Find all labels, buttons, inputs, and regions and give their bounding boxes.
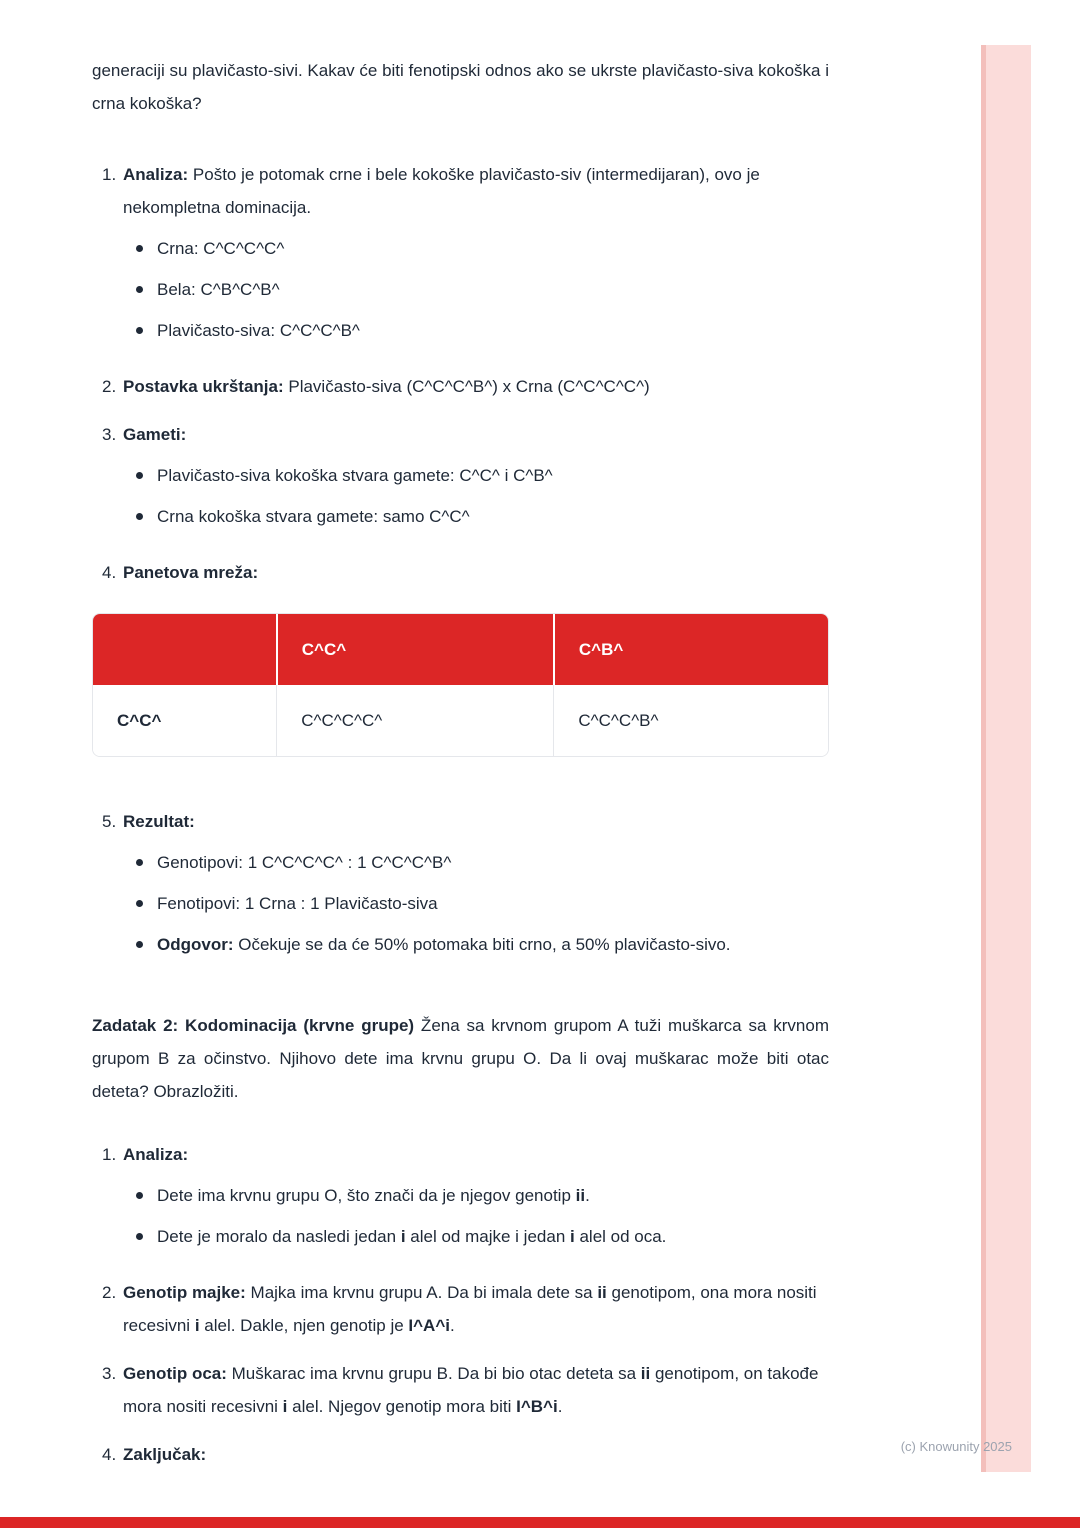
step-body — [123, 158, 829, 355]
step-analiza-task2 — [92, 1138, 829, 1261]
bullet-text: Fenotipovi: 1 Crna : 1 Plavičasto-siva — [157, 894, 438, 913]
list-number: 1. — [102, 165, 117, 184]
list-number: 4. — [102, 1445, 117, 1464]
bullet-list — [123, 1179, 829, 1253]
punnett-cell-2: C^C^C^B^ — [554, 685, 828, 756]
bullet-item — [123, 232, 829, 265]
document-content — [92, 54, 829, 1486]
bullet-list — [123, 459, 829, 533]
bullet-list — [123, 846, 829, 961]
bullet-item — [123, 459, 829, 492]
punnett-body-row — [93, 685, 828, 756]
punnett-header-gamete-1: C^C^ — [277, 614, 554, 685]
bullet-dot — [136, 513, 143, 520]
list-number: 4. — [102, 563, 117, 582]
bullet-dot — [136, 286, 143, 293]
bullet-item — [123, 1220, 829, 1253]
step-analiza — [92, 158, 829, 355]
bullet-dot — [136, 472, 143, 479]
bullet-item — [123, 846, 829, 879]
step-gameti — [92, 418, 829, 541]
step-text: Postavka ukrštanja: Plavičasto-siva (C^C^C^B^) x Crna (C^C^C^C^) — [123, 377, 650, 396]
task1-steps-list — [92, 158, 829, 589]
task2-heading-paragraph: Zadatak 2: Kodominacija (krvne grupe) Žena sa krvnom grupom A tuži muškarca sa krvnom grupom B za očinstvo. Njihovo dete ima krvnu grupu O. Da li ovaj muškarac može biti otac deteta? Obrazložiti. — [92, 1016, 829, 1101]
punnett-header-gamete-2: C^B^ — [554, 614, 828, 685]
step-text: Analiza: Pošto je potomak crne i bele kokoške plavičasto-siv (intermedijaran), ovo je nekompletna dominacija. — [123, 165, 760, 217]
bullet-item — [123, 928, 829, 961]
page-edge-strip-line — [981, 45, 986, 1472]
step-body — [123, 418, 829, 541]
bullet-item — [123, 887, 829, 920]
bullet-dot — [136, 859, 143, 866]
punnett-header-row — [93, 614, 828, 685]
step-text: Genotip majke: Majka ima krvnu grupu A. Da bi imala dete sa ii genotipom, ona mora nositi recesivni i alel. Dakle, njen genotip je I^A^i. — [123, 1283, 817, 1335]
bullet-text: Bela: C^B^C^B^ — [157, 280, 280, 299]
step-body — [123, 1357, 829, 1423]
step-body — [123, 1276, 829, 1342]
task1-result-list — [92, 805, 829, 969]
list-number: 2. — [102, 377, 117, 396]
bottom-accent-bar — [0, 1517, 1080, 1528]
step-body — [123, 1138, 829, 1261]
step-rezultat — [92, 805, 829, 969]
step-text: Gameti: — [123, 425, 187, 444]
bullet-dot — [136, 245, 143, 252]
bullet-item — [123, 1179, 829, 1212]
bullet-text: Dete je moralo da nasledi jedan i alel od majke i jedan i alel od oca. — [157, 1227, 667, 1246]
step-postavka-ukrstanja — [92, 370, 829, 403]
bullet-item — [123, 314, 829, 347]
bullet-text: Plavičasto-siva: C^C^C^B^ — [157, 321, 360, 340]
punnett-cell-1: C^C^C^C^ — [277, 685, 554, 756]
step-body — [123, 805, 829, 969]
step-text: Panetova mreža: — [123, 563, 259, 582]
step-body — [123, 556, 829, 589]
bullet-text: Crna: C^C^C^C^ — [157, 239, 285, 258]
bullet-text: Odgovor: Očekuje se da će 50% potomaka biti crno, a 50% plavičasto-sivo. — [157, 935, 731, 954]
step-text: Genotip oca: Muškarac ima krvnu grupu B. Da bi bio otac deteta sa ii genotipom, on takođe mora nositi recesivni i alel. Njegov genotip mora biti I^B^i. — [123, 1364, 819, 1416]
step-genotip-majke — [92, 1276, 829, 1342]
list-number: 3. — [102, 425, 117, 444]
step-body — [123, 1438, 829, 1471]
bullet-text: Genotipovi: 1 C^C^C^C^ : 1 C^C^C^B^ — [157, 853, 452, 872]
step-text: Rezultat: — [123, 812, 195, 831]
punnett-table-wrap — [92, 613, 829, 757]
intro-paragraph: generaciji su plavičasto-sivi. Kakav će biti fenotipski odnos ako se ukrste plavičasto-siva kokoška i crna kokoška? — [92, 61, 830, 113]
punnett-table — [93, 614, 828, 756]
task2-steps-list — [92, 1138, 829, 1471]
footer-credit: (c) Knowunity 2025 — [900, 1439, 1012, 1454]
page-edge-strip — [981, 45, 1031, 1472]
step-body — [123, 370, 829, 403]
bullet-item — [123, 273, 829, 306]
punnett-header-empty — [93, 614, 277, 685]
bullet-dot — [136, 1233, 143, 1240]
list-number: 1. — [102, 1145, 117, 1164]
step-text: Analiza: — [123, 1145, 189, 1164]
list-number: 2. — [102, 1283, 117, 1302]
step-text: Zaključak: — [123, 1445, 207, 1464]
bullet-dot — [136, 941, 143, 948]
bullet-text: Plavičasto-siva kokoška stvara gamete: C^C^ i C^B^ — [157, 466, 553, 485]
step-panetova-mreza — [92, 556, 829, 589]
bullet-item — [123, 500, 829, 533]
bullet-dot — [136, 900, 143, 907]
punnett-row-label: C^C^ — [93, 685, 277, 756]
list-number: 3. — [102, 1364, 117, 1383]
bullet-dot — [136, 327, 143, 334]
bullet-list — [123, 232, 829, 347]
step-zakljucak — [92, 1438, 829, 1471]
list-number: 5. — [102, 812, 117, 831]
bullet-dot — [136, 1192, 143, 1199]
step-genotip-oca — [92, 1357, 829, 1423]
bullet-text: Dete ima krvnu grupu O, što znači da je njegov genotip ii. — [157, 1186, 590, 1205]
bullet-text: Crna kokoška stvara gamete: samo C^C^ — [157, 507, 470, 526]
